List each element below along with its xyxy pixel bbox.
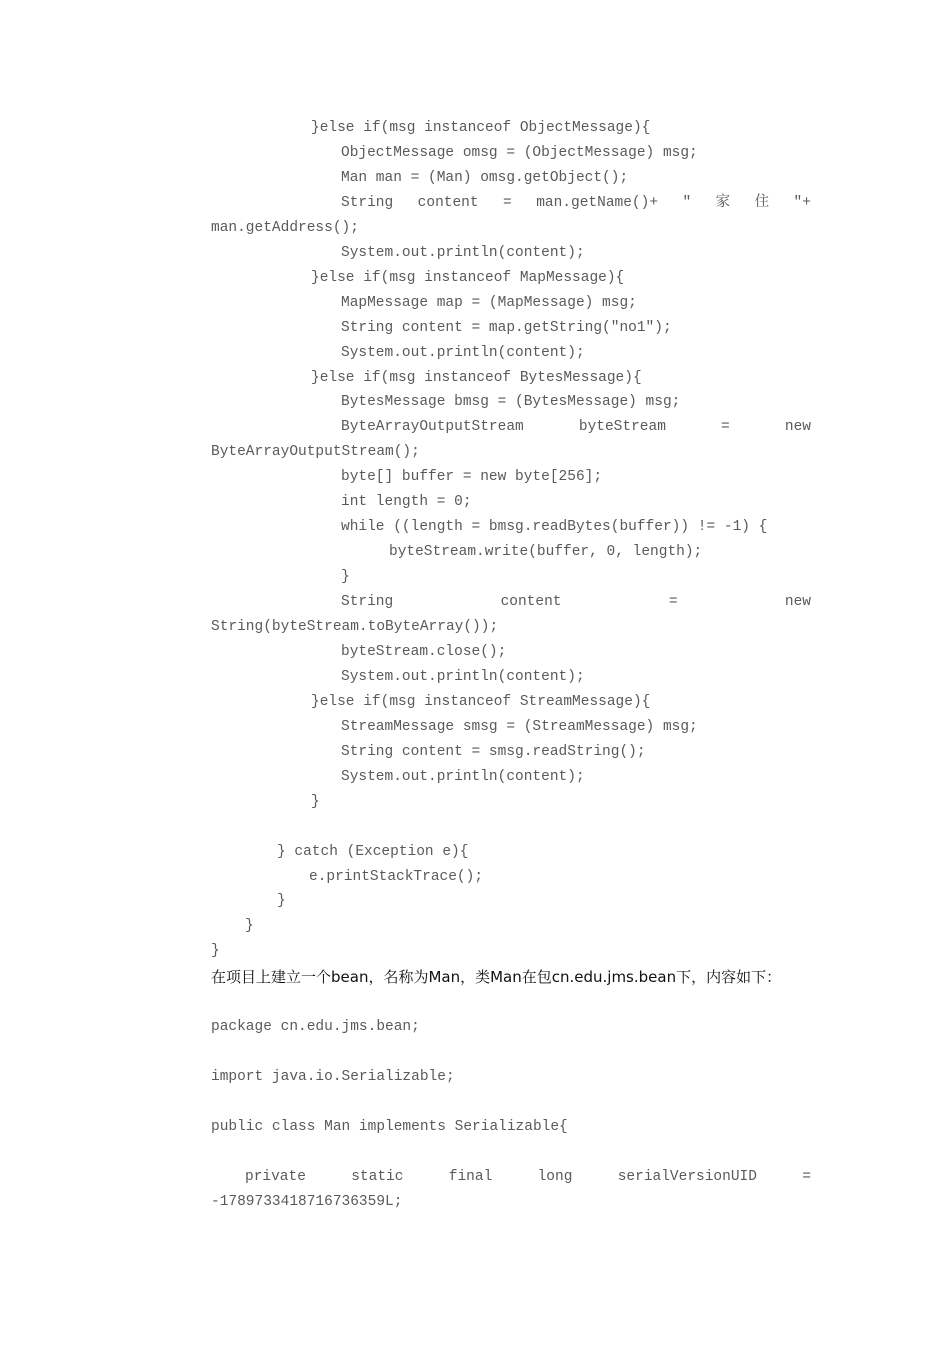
code-line: }else if(msg instanceof BytesMessage){ [311,369,642,386]
code-line: } [245,918,254,935]
code-line: System.out.println(content); [341,244,585,261]
code-line: String content = map.getString("no1"); [341,319,672,336]
code-line: e.printStackTrace(); [309,868,484,885]
code-token: static [351,1168,404,1185]
code-token: final [448,1168,493,1185]
code-line: System.out.println(content); [341,344,585,361]
code-line: } [311,793,320,810]
code-line [211,1140,811,1164]
code-line: byteStream.write(buffer, 0, length); [389,544,703,561]
code-token: man.getName()+ [536,194,659,211]
code-line: -1789733418716736359L; [211,1193,403,1210]
code-line: String(byteStream.toByteArray()); [211,619,499,635]
code-line [245,1165,811,1189]
code-line: int length = 0; [341,494,472,511]
code-line: package cn.edu.jms.bean; [211,1019,420,1035]
code-token: = [503,194,512,211]
code-line [211,815,811,839]
code-line: BytesMessage bmsg = (BytesMessage) msg; [341,394,681,411]
code-token: content [500,594,562,611]
code-token: new [784,419,811,436]
code-line [341,191,811,215]
code-token: 住 [754,194,770,211]
code-token: = [802,1168,811,1185]
code-line: } [211,943,220,960]
code-line: } catch (Exception e){ [277,843,469,860]
code-line: StreamMessage smsg = (StreamMessage) msg; [341,718,698,735]
code-line: ObjectMessage omsg = (ObjectMessage) msg; [341,144,698,161]
code-token: "+ [793,194,811,211]
code-token: = [668,594,678,611]
code-line [341,590,811,614]
code-token: " [682,194,692,211]
code-line [211,1090,811,1114]
code-token: = [721,419,730,436]
code-token: ByteArrayOutputStream [341,419,524,436]
code-token: long [537,1168,573,1185]
code-token: String [341,194,394,211]
code-token: private [245,1168,306,1185]
code-line: }else if(msg instanceof StreamMessage){ [311,693,651,710]
code-line: public class Man implements Serializable{ [211,1118,568,1135]
code-token: 家 [715,194,731,211]
prose-paragraph: 在项目上建立一个bean，名称为Man，类Man在包cn.edu.jms.bean下，内容如下： [211,968,782,986]
code-line: } [277,893,286,910]
code-line: String content = smsg.readString(); [341,743,646,760]
code-line: man.getAddress(); [211,219,359,236]
code-line: Man man = (Man) omsg.getObject(); [341,169,629,186]
code-token: new [784,594,811,611]
code-line: }else if(msg instanceof MapMessage){ [311,269,625,286]
code-line: } [341,569,350,586]
code-line: byteStream.close(); [341,643,507,660]
code-token: byteStream [578,419,666,436]
code-line: System.out.println(content); [341,768,585,785]
code-token: content [417,194,479,211]
code-line: MapMessage map = (MapMessage) msg; [341,294,637,311]
code-token: String [341,594,394,611]
code-line: ByteArrayOutputStream(); [211,444,420,461]
code-line: import java.io.Serializable; [211,1068,455,1085]
code-line [341,415,811,439]
code-line: byte[] buffer = new byte[256]; [341,469,603,486]
code-line: while ((length = bmsg.readBytes(buffer)) != -1) { [341,519,768,536]
code-line: System.out.println(content); [341,668,585,685]
code-line: }else if(msg instanceof ObjectMessage){ [311,120,651,136]
code-line [211,1040,811,1064]
code-token: serialVersionUID [617,1168,757,1185]
